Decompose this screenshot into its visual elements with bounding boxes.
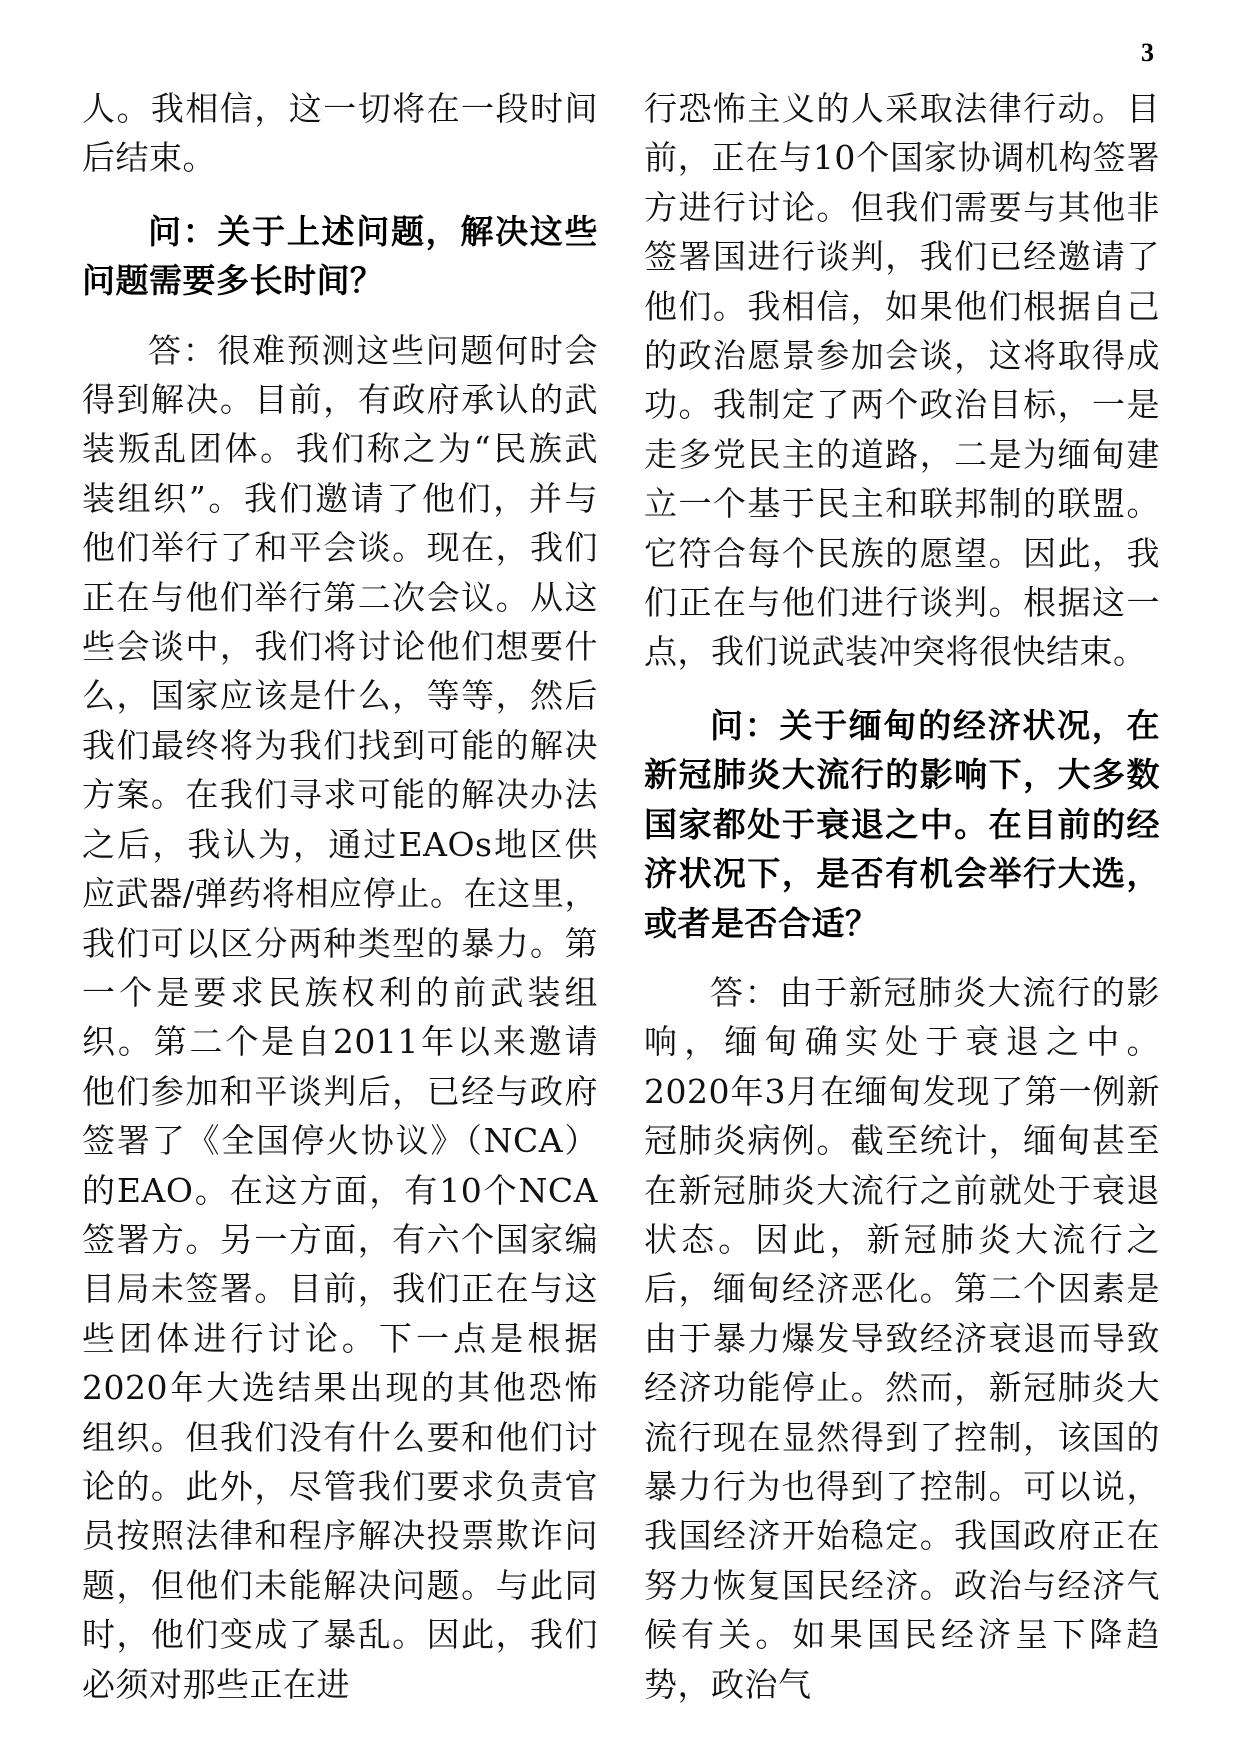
paragraph-continuation: 人。我相信，这一切将在一段时间后结束。: [82, 89, 598, 178]
page-number: 3: [1141, 38, 1154, 67]
answer-paragraph-1: 答：很难预测这些问题何时会得到解决。目前，有政府承认的武装叛乱团体。我们称之为“民族武装组织”。我们邀请了他们，并与他们举行了和平会谈。现在，我们正在与他们举行第二次会议。从这些会谈中，我们将讨论他们想要什么，国家应该是什么，等等，然后我们最终将为我们找到可能的解决方案。在我们寻求可能的解决办法之后，我认为，通过EAOs地区供应武器/弹药将相应停止。在这里，我们可以区分两种类型的暴力。第一个是要求民族权利的前武装组织。第二个是自2011年以来邀请他们参加和平谈判后，已经与政府签署了《全国停火协议》（NCA）的EAO。在这方面，有10个NCA签署方。另一方面，有六个国家编目局未签署。目前，我们正在与这些团体进行讨论。下一点是根据2020年大选结果出现的其他恐怖组织。但我们没有什么要和他们讨论的。此外，尽管我们要求负责官员按照法律和程序解决投票欺诈问题，但他们未能解决问题。与此同时，他们变成了暴乱。因此，我们必须对那些正在进: [82, 330, 598, 1704]
question-heading-2: 问：关于缅甸的经济状况，在新冠肺炎大流行的影响下，大多数国家都处于衰退之中。在目前的经济状况下，是否有机会举行大选，或者是否合适？: [644, 705, 1160, 943]
left-column: [82, 84, 598, 1709]
answer-paragraph-2: 答：由于新冠肺炎大流行的影响，缅甸确实处于衰退之中。2020年3月在缅甸发现了第一例新冠肺炎病例。截至统计，缅甸甚至在新冠肺炎大流行之前就处于衰退状态。因此，新冠肺炎大流行之后，缅甸经济恶化。第二个因素是由于暴力爆发导致经济衰退而导致经济功能停止。然而，新冠肺炎大流行现在显然得到了控制，该国的暴力行为也得到了控制。可以说，我国经济开始稳定。我国政府正在努力恢复国民经济。政治与经济气候有关。如果国民经济呈下降趋势，政治气: [644, 972, 1160, 1704]
question-heading-1: 问：关于上述问题，解决这些问题需要多长时间？: [82, 211, 598, 301]
paragraph-continuation-right: 行恐怖主义的人采取法律行动。目前，正在与10个国家协调机构签署方进行讨论。但我们需要与其他非签署国进行谈判，我们已经邀请了他们。我相信，如果他们根据自己的政治愿景参加会谈，这将取得成功。我制定了两个政治目标，一是走多党民主的道路，二是为缅甸建立一个基于民主和联邦制的联盟。它符合每个民族的愿望。因此，我们正在与他们进行谈判。根据这一点，我们说武装冲突将很快结束。: [644, 89, 1160, 672]
right-column: [644, 84, 1160, 1709]
